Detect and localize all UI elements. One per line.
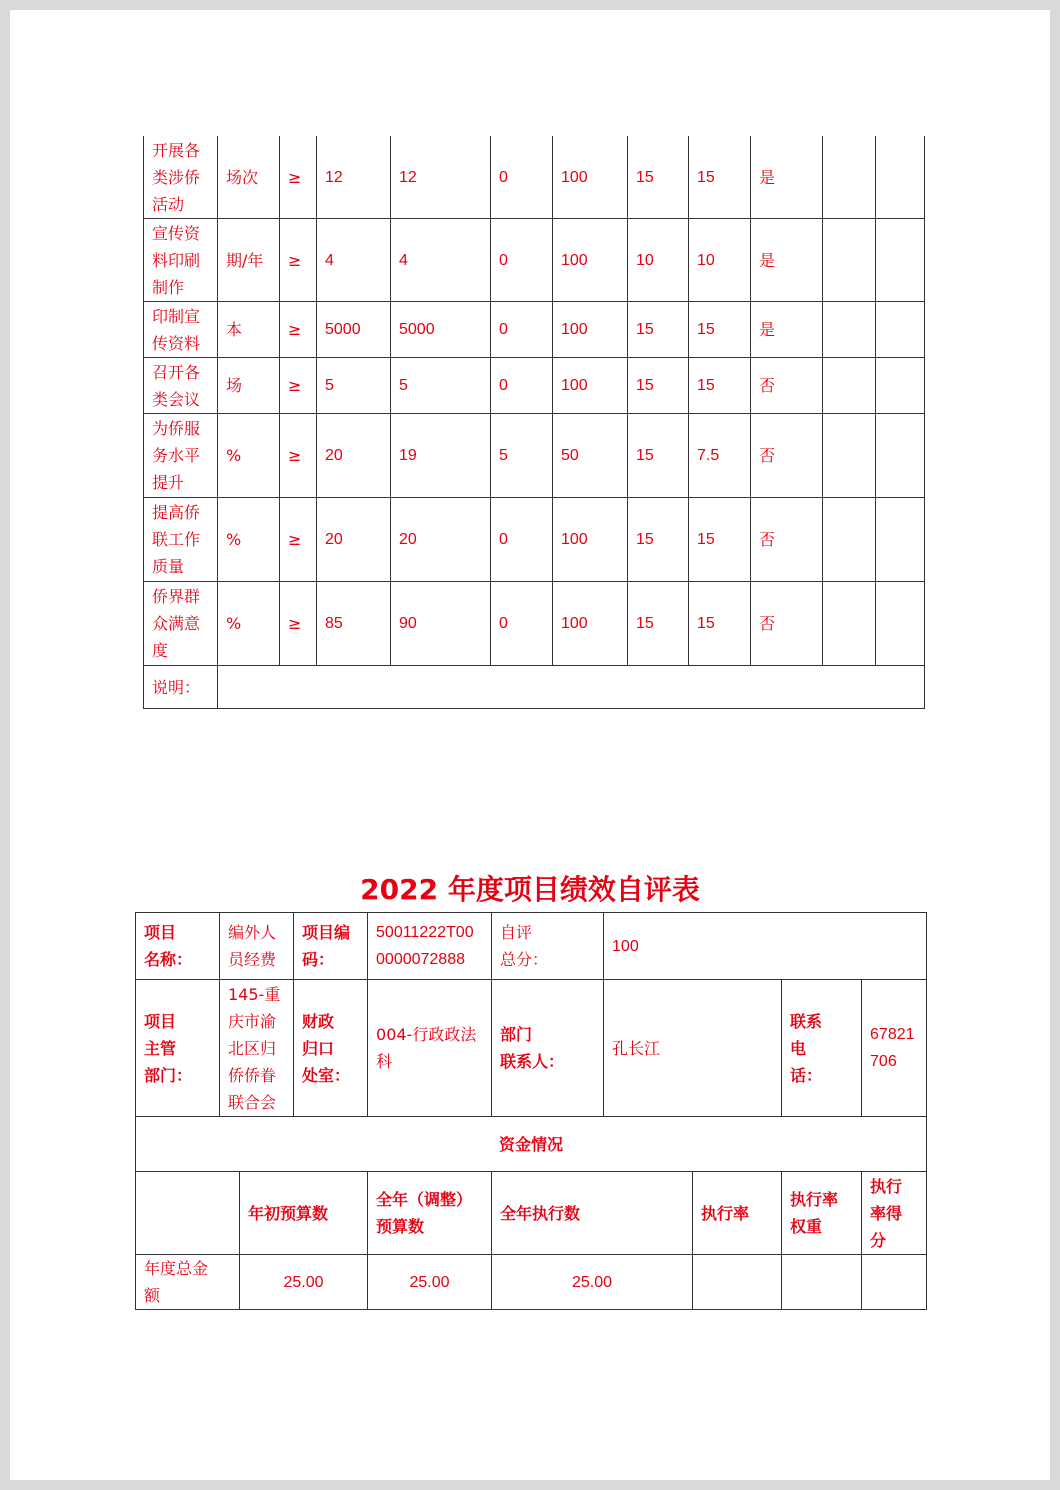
col-exec: 全年执行数 xyxy=(492,1172,693,1255)
indicator-weight: 10 xyxy=(628,219,689,302)
indicator-score: 15 xyxy=(689,302,751,358)
indicator-actual: 19 xyxy=(391,414,491,498)
indicator-name: 宣传资 料印刷 制作 xyxy=(144,219,218,302)
indicator-target: 20 xyxy=(317,414,391,498)
indicator-name: 召开各 类会议 xyxy=(144,358,218,414)
indicator-flag: 否 xyxy=(751,582,823,666)
indicator-actual: 5 xyxy=(391,358,491,414)
indicator-weight: 15 xyxy=(628,414,689,498)
indicator-blank xyxy=(823,582,876,666)
indicator-dev: 0 xyxy=(491,582,553,666)
indicator-row xyxy=(144,302,925,358)
indicator-blank xyxy=(823,498,876,582)
project-name-value: 编外人 员经费 xyxy=(220,913,294,980)
contact-value: 孔长江 xyxy=(604,980,782,1117)
indicator-rate: 100 xyxy=(553,219,628,302)
indicator-blank xyxy=(876,302,925,358)
indicator-unit: % xyxy=(218,498,280,582)
indicator-weight: 15 xyxy=(628,498,689,582)
indicator-row xyxy=(144,498,925,582)
indicator-blank xyxy=(823,358,876,414)
col-score: 执行 率得 分 xyxy=(862,1172,927,1255)
indicator-score: 15 xyxy=(689,498,751,582)
indicator-unit: 场 xyxy=(218,358,280,414)
indicator-blank xyxy=(823,136,876,219)
dept-label: 项目 主管 部门： xyxy=(136,980,220,1117)
note-row xyxy=(144,666,925,709)
indicator-weight: 15 xyxy=(628,302,689,358)
total-budget: 25.00 xyxy=(240,1255,368,1310)
indicator-rate: 50 xyxy=(553,414,628,498)
indicator-blank xyxy=(876,358,925,414)
indicator-actual: 20 xyxy=(391,498,491,582)
phone-value: 67821 706 xyxy=(862,980,927,1117)
indicator-actual: 12 xyxy=(391,136,491,219)
page-title: 2022 年度项目绩效自评表 xyxy=(360,873,700,906)
indicator-flag: 否 xyxy=(751,414,823,498)
finance-value: 004-行政政法 科 xyxy=(368,980,492,1117)
indicator-blank xyxy=(876,414,925,498)
indicator-rate: 100 xyxy=(553,498,628,582)
indicator-blank xyxy=(823,302,876,358)
funds-blank-header xyxy=(136,1172,240,1255)
contact-label: 部门 联系人： xyxy=(492,980,604,1117)
indicator-blank xyxy=(876,582,925,666)
dept-value: 145-重 庆市渝 北区归 侨侨眷 联合会 xyxy=(220,980,294,1117)
funds-header: 资金情况 xyxy=(136,1117,927,1172)
col-rate: 执行率 xyxy=(693,1172,782,1255)
total-exec: 25.00 xyxy=(492,1255,693,1310)
indicator-weight: 15 xyxy=(628,582,689,666)
indicator-op: ≥ xyxy=(280,582,317,666)
indicator-name: 开展各 类涉侨 活动 xyxy=(144,136,218,219)
indicator-weight: 15 xyxy=(628,358,689,414)
indicator-op: ≥ xyxy=(280,219,317,302)
indicator-blank xyxy=(823,219,876,302)
indicator-blank xyxy=(876,498,925,582)
phone-label: 联系 电 话： xyxy=(782,980,862,1117)
indicator-flag: 否 xyxy=(751,498,823,582)
indicator-op: ≥ xyxy=(280,302,317,358)
indicator-actual: 90 xyxy=(391,582,491,666)
indicator-rate: 100 xyxy=(553,302,628,358)
indicator-op: ≥ xyxy=(280,136,317,219)
indicator-op: ≥ xyxy=(280,498,317,582)
indicator-flag: 是 xyxy=(751,136,823,219)
indicator-name: 为侨服 务水平 提升 xyxy=(144,414,218,498)
indicator-target: 5000 xyxy=(317,302,391,358)
indicator-op: ≥ xyxy=(280,358,317,414)
indicator-score: 15 xyxy=(689,358,751,414)
indicator-dev: 5 xyxy=(491,414,553,498)
indicator-dev: 0 xyxy=(491,302,553,358)
indicator-flag: 是 xyxy=(751,302,823,358)
total-weight xyxy=(782,1255,862,1310)
indicator-unit: 场次 xyxy=(218,136,280,219)
funds-header-row xyxy=(136,1117,927,1172)
indicator-dev: 0 xyxy=(491,498,553,582)
indicator-blank xyxy=(823,414,876,498)
total-score xyxy=(862,1255,927,1310)
indicator-dev: 0 xyxy=(491,358,553,414)
indicator-unit: % xyxy=(218,582,280,666)
indicator-row xyxy=(144,414,925,498)
indicator-rate: 100 xyxy=(553,582,628,666)
self-score-value: 100 xyxy=(604,913,927,980)
performance-table xyxy=(135,912,927,1310)
self-score-label: 自评 总分： xyxy=(492,913,604,980)
indicator-unit: 期/年 xyxy=(218,219,280,302)
indicator-actual: 4 xyxy=(391,219,491,302)
indicator-name: 侨界群 众满意 度 xyxy=(144,582,218,666)
total-label: 年度总金 额 xyxy=(136,1255,240,1310)
indicator-unit: 本 xyxy=(218,302,280,358)
indicator-flag: 否 xyxy=(751,358,823,414)
project-code-value: 50011222T00 0000072888 xyxy=(368,913,492,980)
indicator-score: 10 xyxy=(689,219,751,302)
note-label: 说明： xyxy=(144,666,218,709)
col-weight: 执行率 权重 xyxy=(782,1172,862,1255)
indicator-score: 7.5 xyxy=(689,414,751,498)
project-name-label: 项目 名称： xyxy=(136,913,220,980)
document-page xyxy=(10,10,1050,1480)
indicator-target: 20 xyxy=(317,498,391,582)
indicator-unit: % xyxy=(218,414,280,498)
department-row xyxy=(136,980,927,1117)
indicator-weight: 15 xyxy=(628,136,689,219)
indicator-rate: 100 xyxy=(553,136,628,219)
total-rate xyxy=(693,1255,782,1310)
indicator-flag: 是 xyxy=(751,219,823,302)
col-budget: 年初预算数 xyxy=(240,1172,368,1255)
project-code-label: 项目编 码： xyxy=(294,913,368,980)
indicator-target: 85 xyxy=(317,582,391,666)
funds-columns-row xyxy=(136,1172,927,1255)
indicator-name: 印制宣 传资料 xyxy=(144,302,218,358)
indicator-target: 5 xyxy=(317,358,391,414)
indicator-row xyxy=(144,136,925,219)
indicator-row xyxy=(144,582,925,666)
indicator-score: 15 xyxy=(689,136,751,219)
indicator-op: ≥ xyxy=(280,414,317,498)
indicator-rate: 100 xyxy=(553,358,628,414)
indicator-dev: 0 xyxy=(491,136,553,219)
total-adjusted: 25.00 xyxy=(368,1255,492,1310)
indicator-name: 提高侨 联工作 质量 xyxy=(144,498,218,582)
indicator-actual: 5000 xyxy=(391,302,491,358)
indicator-row xyxy=(144,219,925,302)
indicator-blank xyxy=(876,136,925,219)
indicator-row xyxy=(144,358,925,414)
indicator-dev: 0 xyxy=(491,219,553,302)
indicator-score: 15 xyxy=(689,582,751,666)
indicator-target: 12 xyxy=(317,136,391,219)
finance-label: 财政 归口 处室： xyxy=(294,980,368,1117)
indicator-blank xyxy=(876,219,925,302)
col-adjusted: 全年（调整） 预算数 xyxy=(368,1172,492,1255)
funds-total-row xyxy=(136,1255,927,1310)
indicator-target: 4 xyxy=(317,219,391,302)
indicator-table xyxy=(143,136,925,709)
project-info-row xyxy=(136,913,927,980)
note-value xyxy=(218,666,925,709)
